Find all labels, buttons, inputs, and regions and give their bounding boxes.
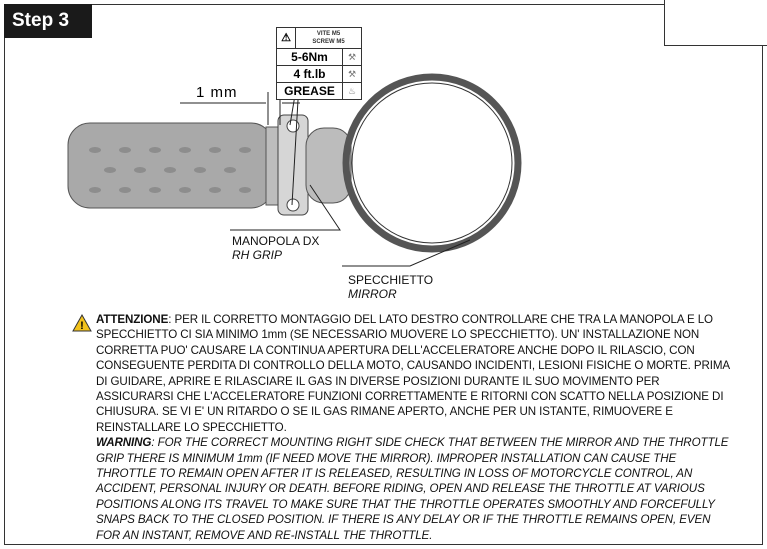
warning-english [96,435,736,543]
step-label: Step 3 [4,4,92,38]
warning-body-en: : FOR THE CORRECT MOUNTING RIGHT SIDE CHECK THAT BETWEEN THE MIRROR AND THE THROTTLE GRIP THERE IS MINIMUM 1mm (IF NEED MOVE THE MIRROR). IMPROPER INSTALLATION CAN CAUSE THE THROTTLE TO REMAIN OPEN AFTER IT IS RELEASED, RESULTING IN LOSS OF MOTORCYCLE CONTROL, AN ACCIDENT, PERSONAL INJURY OR DEATH. BEFORE RIDING, OPEN AND RELEASE THE THROTTLE AT VARIOUS POSITIONS ALONG ITS TRAVEL TO MAKE SURE THAT THE THROTTLE OPERATES SMOOTHLY AND FORCEFULLY SNAPS BACK TO THE CLOSED POSITION. IF THERE IS ANY DELAY OR IF THE THROTTLE REMAINS OPEN, EVEN FOR AN INSTANT, REMOVE AND RE-INSTALL THE THROTTLE. [96,436,729,542]
screw-label-en: SCREW M5 [312,39,345,45]
warning-italian [96,312,736,435]
mirror-label-it: SPECCHIETTO [348,273,434,287]
throttle-grip [68,123,280,208]
warning-text [96,312,736,543]
wrench-icon: ⚒ [347,69,357,79]
torque-nm: 5-6Nm [277,49,343,65]
torque-spec-box [276,27,362,100]
mirror-label [348,273,433,301]
warning-body-it: : PER IL CORRETTO MONTAGGIO DEL LATO DESTRO CONTROLLARE CHE TRA LA MANOPOLA E LO SPECCHIETTO CI SIA MINIMO 1mm (SE NECESSARIO MUOVERE LO SPECCHIETTO). UN' INSTALLAZIONE NON CORRETTA PUO' CAUSARE LA CONTINUA APERTURA DELL'ACCELERATORE ANCHE DOPO IL RILASCIO, CON CONSEGUENTE PERDITA DI CONTROLLO DELLA MOTO, CAUSANDO INCIDENTI, LESIONI FISICHE O MORTE. PRIMA DI GUIDARE, APRIRE E RILASCIARE IL GAS IN DIVERSE POSIZIONI DURANTE IL SUO MOVIMENTO PER ASSICURARSI CHE L'ACCELERATORE FUNZIONI CORRETTAMENTE E RITORNI CON SCATTO NELLA POSIZIONE DI CHIUSURA. SE VI E' UN RITARDO O SE IL GAS RIMANE APERTO, ANCHE PER UN ISTANTE, RIMUOVERE E REINSTALLARE LO SPECCHIETTO. [96,313,730,434]
wrench-icon: ⚒ [347,52,357,62]
grip-label-en: RH GRIP [232,248,283,262]
torque-ftlb: 4 ft.lb [277,66,343,82]
svg-text:!: ! [80,320,84,332]
screw-label-it: VITE M5 [316,31,341,37]
mirror-clamp [278,115,351,215]
mirror-ring [346,77,518,249]
warning-triangle-icon [72,314,92,332]
grip-label [232,234,319,262]
dimension-label: 1 mm [196,84,238,101]
warning-heading-it: ATTENZIONE [96,313,169,326]
grease-label: GREASE [277,83,343,99]
warning-heading-en: WARNING [96,436,152,450]
mirror-label-en: MIRROR [348,287,397,301]
grease-icon: ♨ [347,86,357,96]
grip-label-it: MANOPOLA DX [232,234,320,248]
warning-triangle-icon: ⚠ [277,28,296,48]
